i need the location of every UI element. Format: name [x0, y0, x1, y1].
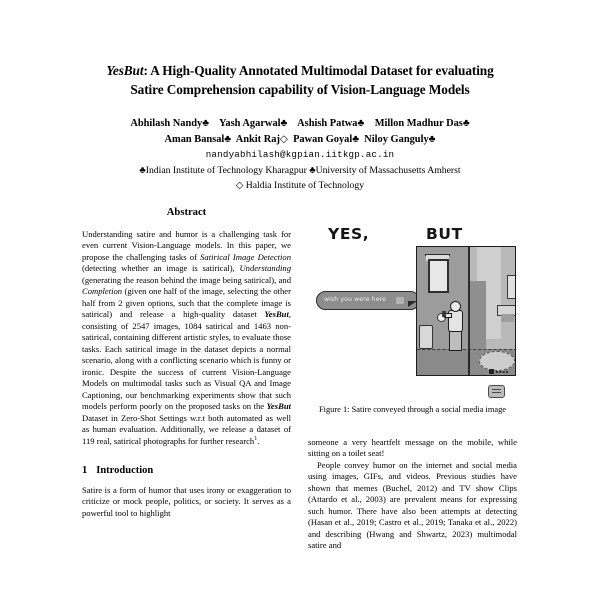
body-columns [0, 207, 600, 600]
cartoon-watermark [489, 368, 513, 374]
contact-email[interactable]: nandyabhilash@kgpian.iitkgp.ac.in [205, 149, 395, 161]
left-column [82, 207, 291, 600]
panel-label-yes: YES, [328, 225, 370, 243]
right-paragraph-2: People convey humor on the internet and social media using images, GIFs, and videos. Previous studies have shown that memes (Buchel, 2012) and TV show Clips (Attardo et al., 2003) are prevalent means for expressing such humor. There have also been attempts at detecting (Hasan et al., 2019; Castro et al., 2019; Tanaka et al., 2022) and describing (Hwang and Shwartz, 2023) multimodal satire and [308, 459, 517, 551]
intro-paragraph-1: Satire is a form of humor that uses irony or exaggeration to criticize or mock people, politics, or society. It serves as a powerful tool to highlight [82, 484, 291, 518]
section-title: Introduction [96, 464, 154, 476]
title-block [60, 0, 540, 100]
abstract-text: Understanding satire and humor is a challenging task for even current Vision-Language models. In this paper, we propose the challenging tasks of Satirical Image Detection (detecting whether an image is satirical), Understanding (generating the reason behind the image being satirical), and Completion (given one half of the image, selecting the other half from 2 given options, such that the complete image is satirical) and release a high-quality dataset YesBut, consisting of 2547 images, 1084 satirical and 1463 non-satirical, containing different artistic styles, to evaluate those tasks. Each satirical image in the dataset depicts a normal scenario, along with a conflicting scenario which is funny or ironic. Despite the success of current Vision-Language Models on multimodal tasks such as Visual QA and Image Captioning, our benchmarking experiments show that such models perform poorly on the proposed tasks on the YesBut Dataset in Zero-Shot Settings w.r.t both automated as well as human evaluation. Additionally, we release a dataset of 119 real, satirical photographs for further research$^1$. [82, 229, 291, 447]
speech-bubble [316, 291, 420, 310]
cartoon-person-head [450, 301, 461, 312]
section-number: 1 [82, 464, 88, 476]
right-column [308, 207, 517, 600]
source-logo-icon [488, 385, 505, 398]
emoji-icon [396, 297, 404, 304]
figure-1 [308, 225, 517, 437]
cartoon-wall-divider [468, 247, 470, 375]
author-block [50, 100, 550, 193]
cartoon-mobile-phone [442, 311, 446, 317]
cartoon-window [428, 259, 449, 293]
panel-label-but: BUT [426, 225, 463, 243]
watermark-text: ▪▪▪▪ [495, 368, 509, 374]
author-line-2: Aman Bansal♣ Ankit Raj◇ Pawan Goyal♣ Niloy Ganguly♣ [164, 133, 436, 145]
affiliation-line-1: ♣Indian Institute of Technology Kharagpur ♣University of Massachusetts Amherst [139, 165, 461, 177]
figure-caption: Figure 1: Satire conveyed through a social media image [319, 405, 506, 414]
cartoon-person-legs [449, 330, 462, 351]
watermark-square-icon [489, 369, 494, 374]
affiliation-line-2: ◇ Haldia Institute of Technology [235, 180, 365, 192]
cartoon-mirror [507, 275, 516, 299]
title-line2: Satire Comprehension capability of Vision-Language Models [130, 81, 470, 97]
cartoon-toilet [419, 325, 433, 349]
page-title [60, 62, 540, 100]
speech-bubble-text: wish you were here [324, 296, 387, 303]
title-rest: : A High-Quality Annotated Multimodal Dataset for evaluating [143, 63, 494, 78]
cartoon-sink-base [501, 314, 514, 322]
section-heading-introduction [82, 465, 291, 476]
title-emphasis: YesBut [106, 63, 144, 78]
cartoon-door [470, 281, 486, 349]
author-line-1: Abhilash Nandy♣ Yash Agarwal♣ Ashish Patwa♣ Millon Madhur Das♣ [130, 117, 470, 129]
abstract-heading: Abstract [166, 207, 207, 218]
right-paragraph-continued: someone a very heartfelt message on the mobile, while sitting on a toilet seat! [308, 437, 517, 459]
cartoon-illustration [416, 246, 516, 376]
